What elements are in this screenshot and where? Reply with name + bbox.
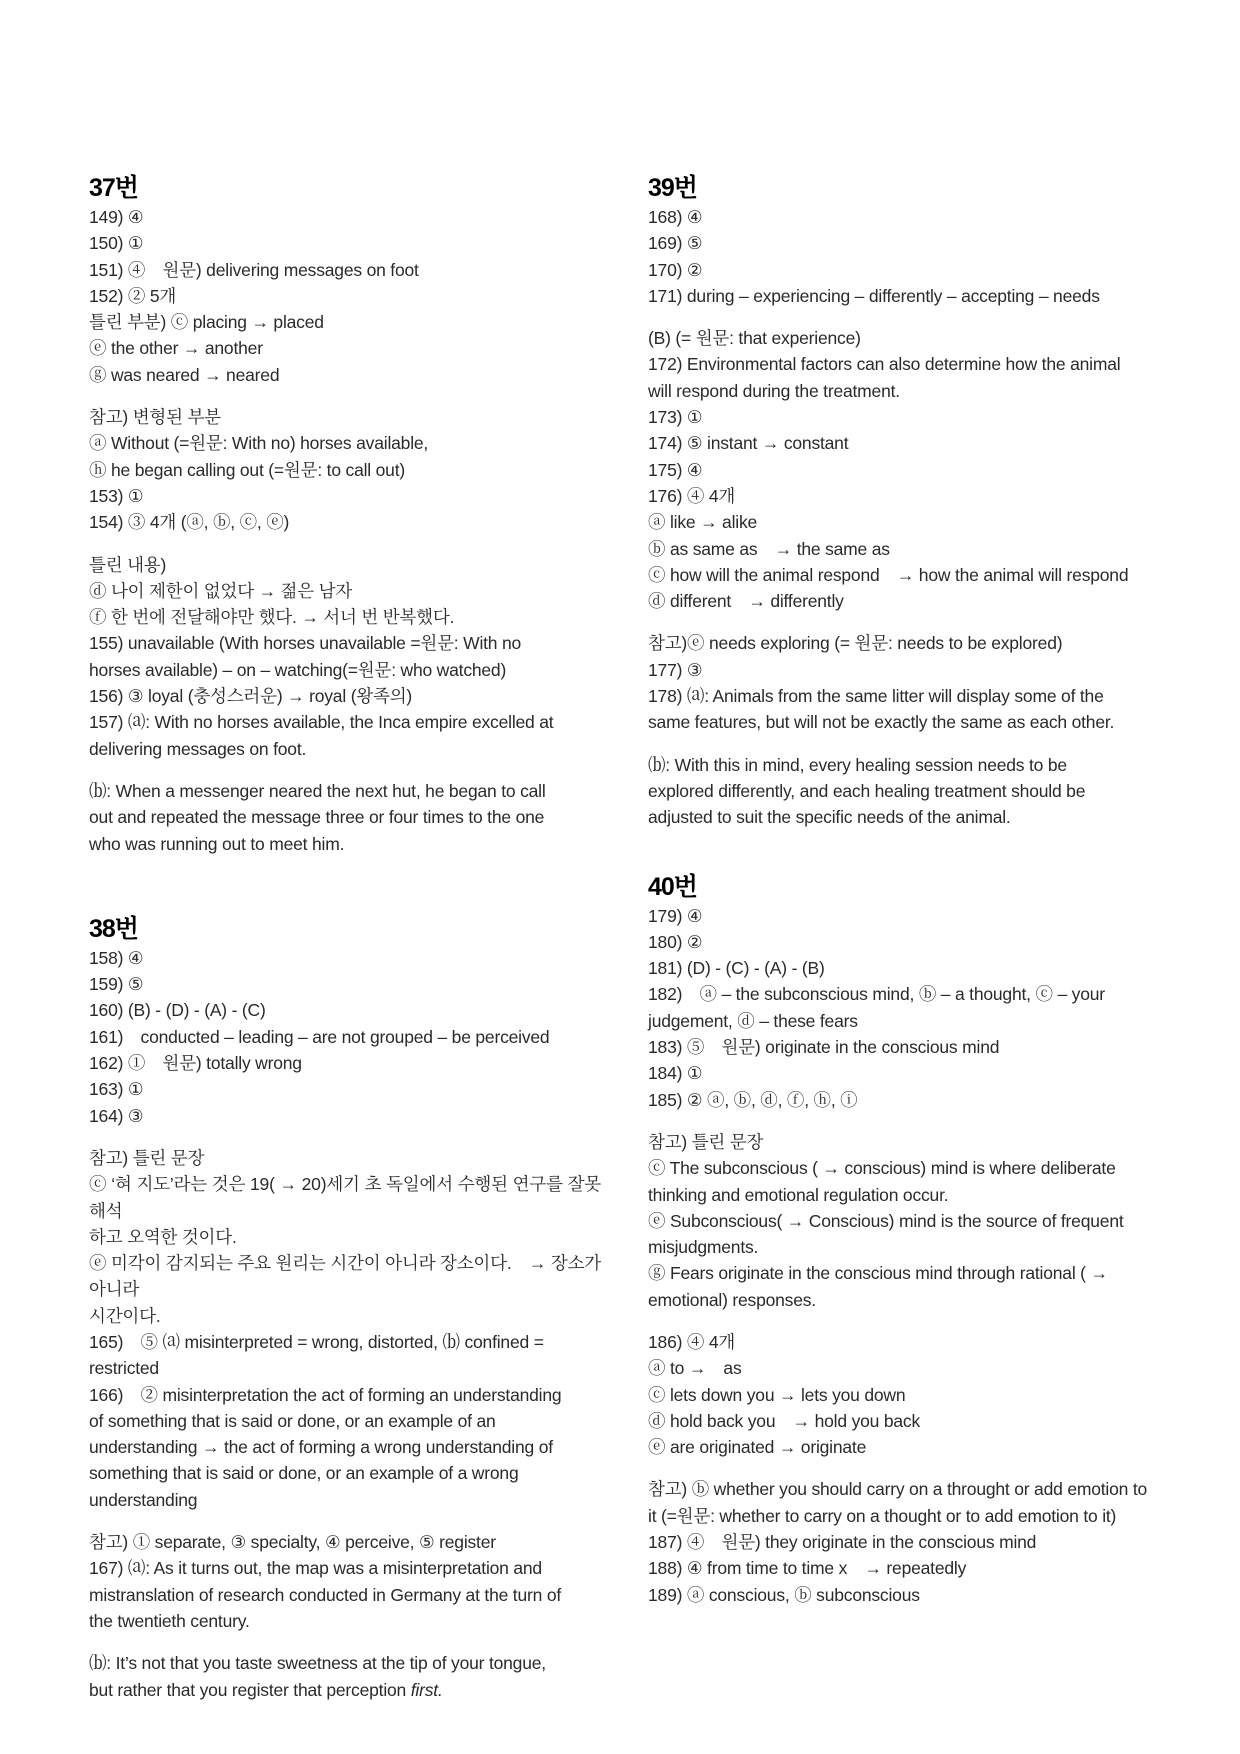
answer-text: 155) unavailable (With horses unavailable =원문: With no — [89, 633, 522, 654]
answer-block — [89, 1529, 601, 1634]
left-column — [89, 172, 606, 1703]
answer-text: 참고)ⓔ needs exploring (= 원문: needs to be explored) — [648, 633, 1063, 654]
section-title: 39번 — [648, 174, 697, 202]
answer-text: 166) ② misinterpretation the act of forming an understanding — [89, 1384, 562, 1405]
answer-line — [89, 1329, 601, 1355]
answer-text: 188) ④ from time to time x → repeatedly — [648, 1558, 967, 1579]
answer-text: ⓔ are originated → originate — [648, 1437, 867, 1458]
answer-text: mistranslation of research conducted in Germany at the turn of — [89, 1584, 562, 1605]
answer-line — [89, 1224, 601, 1250]
answer-line — [89, 1460, 601, 1486]
answer-text: 150) ① — [89, 233, 144, 254]
answer-text: 161) conducted – leading – are not grouped – be perceived — [89, 1026, 550, 1047]
answer-line — [89, 483, 601, 509]
emphasis-text: first. — [410, 1679, 443, 1700]
answer-line — [89, 309, 601, 335]
answer-text: the twentieth century. — [89, 1610, 250, 1631]
answer-block — [89, 1145, 606, 1513]
answer-text: 184) ① — [648, 1063, 703, 1084]
answer-line — [648, 351, 1160, 377]
answer-line — [648, 1260, 1160, 1286]
answer-text: 181) (D) - (C) - (A) - (B) — [648, 958, 825, 979]
answer-line — [648, 457, 1160, 483]
answer-line — [648, 1582, 1160, 1608]
answer-line — [89, 971, 601, 997]
answer-line — [648, 752, 1160, 778]
answer-line — [89, 1608, 601, 1634]
answer-text: 157) ⒜: With no horses available, the Inca empire excelled at — [89, 712, 554, 733]
answer-line — [89, 1145, 601, 1171]
answer-line — [648, 1234, 1160, 1260]
answer-line — [89, 1171, 606, 1224]
answer-text: ⓓ 나이 제한이 없었다 → 젊은 남자 — [89, 580, 353, 601]
answer-line — [648, 1329, 1160, 1355]
answer-text: 163) ① — [89, 1079, 144, 1100]
answer-text: explored differently, and each healing treatment should be — [648, 780, 1086, 801]
answer-text: restricted — [89, 1358, 159, 1379]
answer-line — [648, 1434, 1160, 1460]
answer-block — [89, 204, 601, 388]
answer-line — [648, 588, 1160, 614]
answer-text: ⒝: It’s not that you taste sweetness at the tip of your tongue, — [89, 1653, 546, 1674]
answer-line — [648, 1008, 1160, 1034]
answer-text: 164) ③ — [89, 1105, 144, 1126]
answer-line — [89, 257, 601, 283]
answer-text: 173) ① — [648, 407, 703, 428]
answer-text: ⓓ different → differently — [648, 591, 844, 612]
answer-line — [89, 1355, 601, 1381]
answer-text: 시간이다. — [89, 1305, 161, 1326]
answer-block — [89, 778, 601, 857]
answer-line — [89, 1408, 601, 1434]
answer-text: 160) (B) - (D) - (A) - (C) — [89, 1000, 266, 1021]
answer-text: 154) ③ 4개 (ⓐ, ⓑ, ⓒ, ⓔ) — [89, 512, 290, 533]
answer-text: understanding → the act of forming a wrong understanding of — [89, 1437, 553, 1458]
answer-line — [89, 1529, 601, 1555]
answer-text: 159) ⑤ — [89, 974, 144, 995]
answer-line — [648, 1034, 1160, 1060]
answer-text: will respond during the treatment. — [648, 380, 900, 401]
answer-text: understanding — [89, 1489, 198, 1510]
answer-line — [89, 230, 601, 256]
answer-line — [648, 903, 1160, 929]
answer-text: ⒝: With this in mind, every healing session needs to be — [648, 754, 1067, 775]
answer-text: 175) ④ — [648, 459, 703, 480]
section-title: 40번 — [648, 872, 697, 901]
answer-text: 182) ⓐ – the subconscious mind, ⓑ – a thought, ⓒ – your — [648, 984, 1105, 1005]
answer-line — [89, 1103, 601, 1129]
answer-text: 167) ⒜: As it turns out, the map was a misinterpretation and — [89, 1558, 542, 1579]
answer-text: 185) ② ⓐ, ⓑ, ⓓ, ⓕ, ⓗ, ⓘ — [648, 1089, 858, 1110]
answer-text: ⓒ how will the animal respond → how the animal will respond — [648, 564, 1129, 585]
answer-line — [648, 430, 1160, 456]
answer-text: 참고) 틀린 문장 — [89, 1147, 205, 1168]
answer-text: ⒝: When a messenger neared the next hut, he began to call — [89, 780, 546, 801]
answer-line — [89, 204, 601, 230]
answer-text: 171) during – experiencing – differently – accepting – needs — [648, 285, 1100, 306]
answer-line — [89, 1050, 601, 1076]
paragraph-gap — [89, 1513, 601, 1529]
answer-text: 158) ④ — [89, 947, 144, 968]
answer-text: ⓐ Without (=원문: With no) horses available, — [89, 433, 429, 454]
answer-text: 183) ⑤ 원문) originate in the conscious mind — [648, 1037, 1000, 1058]
answer-line — [648, 230, 1160, 256]
answer-block — [89, 552, 601, 762]
question-section — [89, 913, 606, 1703]
paragraph-gap — [89, 762, 601, 778]
answer-line — [648, 709, 1160, 735]
answer-line — [89, 1250, 606, 1303]
answer-line — [648, 283, 1160, 309]
answer-line — [89, 1487, 601, 1513]
answer-line — [648, 483, 1160, 509]
answer-text: 156) ③ loyal (충성스러운) → royal (왕족의) — [89, 686, 413, 707]
answer-line — [648, 1355, 1160, 1381]
paragraph-gap — [648, 736, 1160, 752]
answer-line — [89, 1303, 601, 1329]
answer-line — [89, 283, 601, 309]
answer-line — [648, 1287, 1160, 1313]
answer-block — [648, 204, 1160, 309]
answer-block — [648, 903, 1160, 1113]
answer-text: 189) ⓐ conscious, ⓑ subconscious — [648, 1584, 920, 1605]
answer-line — [648, 1555, 1160, 1581]
answer-line — [89, 657, 601, 683]
answer-text: it (=원문: whether to carry on a thought or to add emotion to it) — [648, 1505, 1117, 1526]
answer-line — [648, 955, 1160, 981]
answer-line — [89, 1650, 601, 1676]
answer-line — [648, 509, 1160, 535]
paragraph-gap — [648, 1313, 1160, 1329]
section-title: 37번 — [89, 174, 138, 202]
answer-line — [648, 929, 1160, 955]
answer-text: 187) ④ 원문) they originate in the conscious mind — [648, 1532, 1037, 1553]
answer-block — [648, 325, 1160, 614]
answer-line — [89, 945, 601, 971]
answer-line — [89, 709, 601, 735]
answer-text: judgement, ⓓ – these fears — [648, 1010, 858, 1031]
answer-text: ⓒ ‘혀 지도’라는 것은 19( → 20)세기 초 독일에서 수행된 연구를 잘못 해석 — [89, 1174, 606, 1221]
answer-line — [648, 657, 1160, 683]
answer-text: 152) ② 5개 — [89, 285, 177, 306]
answer-text: ⓗ he began calling out (=원문: to call out) — [89, 459, 405, 480]
answer-text: ⓔ 미각이 감지되는 주요 원리는 시간이 아니라 장소이다. → 장소가 아니라 — [89, 1253, 606, 1300]
answer-block — [648, 1329, 1160, 1460]
answer-text: emotional) responses. — [648, 1289, 816, 1310]
answer-line — [648, 536, 1160, 562]
answer-line — [89, 804, 601, 830]
answer-text: who was running out to meet him. — [89, 833, 345, 854]
answer-text: 168) ④ — [648, 207, 703, 227]
answer-line — [89, 578, 601, 604]
answer-line — [89, 1677, 601, 1703]
question-section — [648, 871, 1160, 1608]
answer-line — [648, 562, 1160, 588]
answer-line — [89, 831, 601, 857]
answer-line — [648, 1476, 1160, 1502]
answer-block — [89, 945, 601, 1129]
answer-line — [648, 1182, 1160, 1208]
answer-block — [89, 1650, 601, 1703]
answer-text: ⓔ the other → another — [89, 338, 263, 359]
question-section — [89, 172, 601, 857]
answer-line — [648, 257, 1160, 283]
answer-text: 177) ③ — [648, 659, 703, 680]
answer-text: 186) ④ 4개 — [648, 1331, 736, 1352]
answer-text: 하고 오역한 것이다. — [89, 1226, 237, 1247]
answer-text: ⓖ Fears originate in the conscious mind through rational ( → — [648, 1263, 1108, 1284]
answer-text: 틀린 내용) — [89, 554, 167, 575]
paragraph-gap — [89, 536, 601, 552]
paragraph-gap — [648, 1460, 1160, 1476]
answer-block — [648, 630, 1160, 735]
answer-text: ⓔ Subconscious( → Conscious) mind is the source of frequent — [648, 1210, 1124, 1231]
answer-line — [89, 457, 601, 483]
answer-block — [648, 1129, 1160, 1313]
answer-line — [89, 630, 601, 656]
answer-block — [648, 1476, 1160, 1607]
answer-text: 162) ① 원문) totally wrong — [89, 1053, 302, 1074]
answer-text: adjusted to suit the specific needs of the animal. — [648, 807, 1011, 828]
answer-line — [89, 1382, 601, 1408]
section-gap — [89, 857, 601, 913]
answer-text: ⓒ lets down you → lets you down — [648, 1384, 906, 1405]
answer-text: 참고) ① separate, ③ specialty, ④ perceive, ⑤ register — [89, 1532, 496, 1553]
answer-text: 172) Environmental factors can also determine how the animal — [648, 354, 1121, 375]
answer-text: delivering messages on foot. — [89, 738, 307, 759]
paragraph-gap — [89, 388, 601, 404]
paragraph-gap — [648, 309, 1160, 325]
answer-line — [89, 362, 601, 388]
answer-line — [648, 1382, 1160, 1408]
answer-line — [648, 981, 1160, 1007]
answer-line — [89, 1076, 601, 1102]
answer-line — [89, 736, 601, 762]
answer-line — [648, 1503, 1160, 1529]
answer-text: ⓐ like → alike — [648, 512, 758, 533]
answer-line — [89, 1555, 601, 1581]
answer-text: 179) ④ — [648, 905, 703, 926]
answer-text: 174) ⑤ instant → constant — [648, 433, 849, 454]
answer-line — [648, 683, 1160, 709]
answer-text: 참고) 변형된 부분 — [89, 407, 221, 428]
answer-text: out and repeated the message three or four times to the one — [89, 807, 545, 828]
answer-line — [648, 1060, 1160, 1086]
answer-text: 153) ① — [89, 485, 144, 506]
answer-line — [648, 378, 1160, 404]
right-column — [648, 172, 1160, 1608]
paragraph-gap — [648, 1113, 1160, 1129]
answer-line — [648, 404, 1160, 430]
answer-text: 틀린 부분) ⓒ placing → placed — [89, 312, 324, 333]
answer-line — [89, 683, 601, 709]
answer-text: thinking and emotional regulation occur. — [648, 1184, 949, 1205]
section-title: 38번 — [89, 914, 138, 943]
answer-text: horses available) – on – watching(=원문: who watched) — [89, 659, 507, 680]
answer-block — [648, 752, 1160, 831]
answer-text: 180) ② — [648, 931, 703, 952]
answer-line — [648, 778, 1160, 804]
answer-text: ⓐ to → as — [648, 1358, 742, 1379]
answer-text: ⓕ 한 번에 전달해야만 했다. → 서너 번 반복했다. — [89, 607, 455, 628]
answer-line — [648, 1208, 1160, 1234]
answer-text: ⓑ as same as → the same as — [648, 538, 890, 559]
answer-text: 참고) ⓑ whether you should carry on a throught or add emotion to — [648, 1479, 1148, 1500]
answer-line — [89, 997, 601, 1023]
answer-line — [89, 1434, 601, 1460]
answer-text: 176) ④ 4개 — [648, 485, 736, 506]
answer-line — [89, 335, 601, 361]
answer-line — [648, 630, 1160, 656]
answer-text: 178) ⒜: Animals from the same litter will display some of the — [648, 686, 1104, 707]
answer-line — [648, 1129, 1160, 1155]
answer-text: ⓖ was neared → neared — [89, 364, 280, 385]
answer-line — [89, 778, 601, 804]
answer-line — [89, 1582, 601, 1608]
answer-line — [648, 804, 1160, 830]
answer-text: ⓓ hold back you → hold you back — [648, 1410, 921, 1431]
answer-line — [648, 1408, 1160, 1434]
answer-text: misjudgments. — [648, 1237, 759, 1258]
section-gap — [648, 831, 1160, 871]
answer-text: of something that is said or done, or an example of an — [89, 1410, 496, 1431]
answer-line — [648, 204, 1160, 230]
answer-text: 151) ④ 원문) delivering messages on foot — [89, 259, 419, 280]
answer-line — [648, 1087, 1160, 1113]
answer-text: 165) ⑤ ⒜ misinterpreted = wrong, distorted, ⒝ confined = — [89, 1331, 544, 1352]
answer-text: (B) (= 원문: that experience) — [648, 328, 861, 349]
answer-text: 169) ⑤ — [648, 233, 703, 254]
answer-text: but rather that you register that perception — [89, 1679, 411, 1700]
answer-text: 149) ④ — [89, 207, 144, 227]
paragraph-gap — [648, 614, 1160, 630]
answer-text: 170) ② — [648, 259, 703, 280]
question-section — [648, 172, 1160, 831]
answer-line — [648, 325, 1160, 351]
answer-line — [89, 404, 601, 430]
answer-line — [89, 430, 601, 456]
paragraph-gap — [89, 1129, 601, 1145]
paragraph-gap — [89, 1634, 601, 1650]
answer-block — [89, 404, 601, 535]
answer-line — [89, 604, 601, 630]
answer-text: something that is said or done, or an example of a wrong — [89, 1463, 519, 1484]
answer-text: 참고) 틀린 문장 — [648, 1131, 764, 1152]
answer-line — [648, 1529, 1160, 1555]
answer-line — [89, 1024, 601, 1050]
answer-line — [89, 552, 601, 578]
answer-text: ⓒ The subconscious ( → conscious) mind is where deliberate — [648, 1158, 1116, 1179]
answer-line — [648, 1155, 1160, 1181]
answer-line — [89, 509, 601, 535]
answer-text: same features, but will not be exactly the same as each other. — [648, 712, 1115, 733]
